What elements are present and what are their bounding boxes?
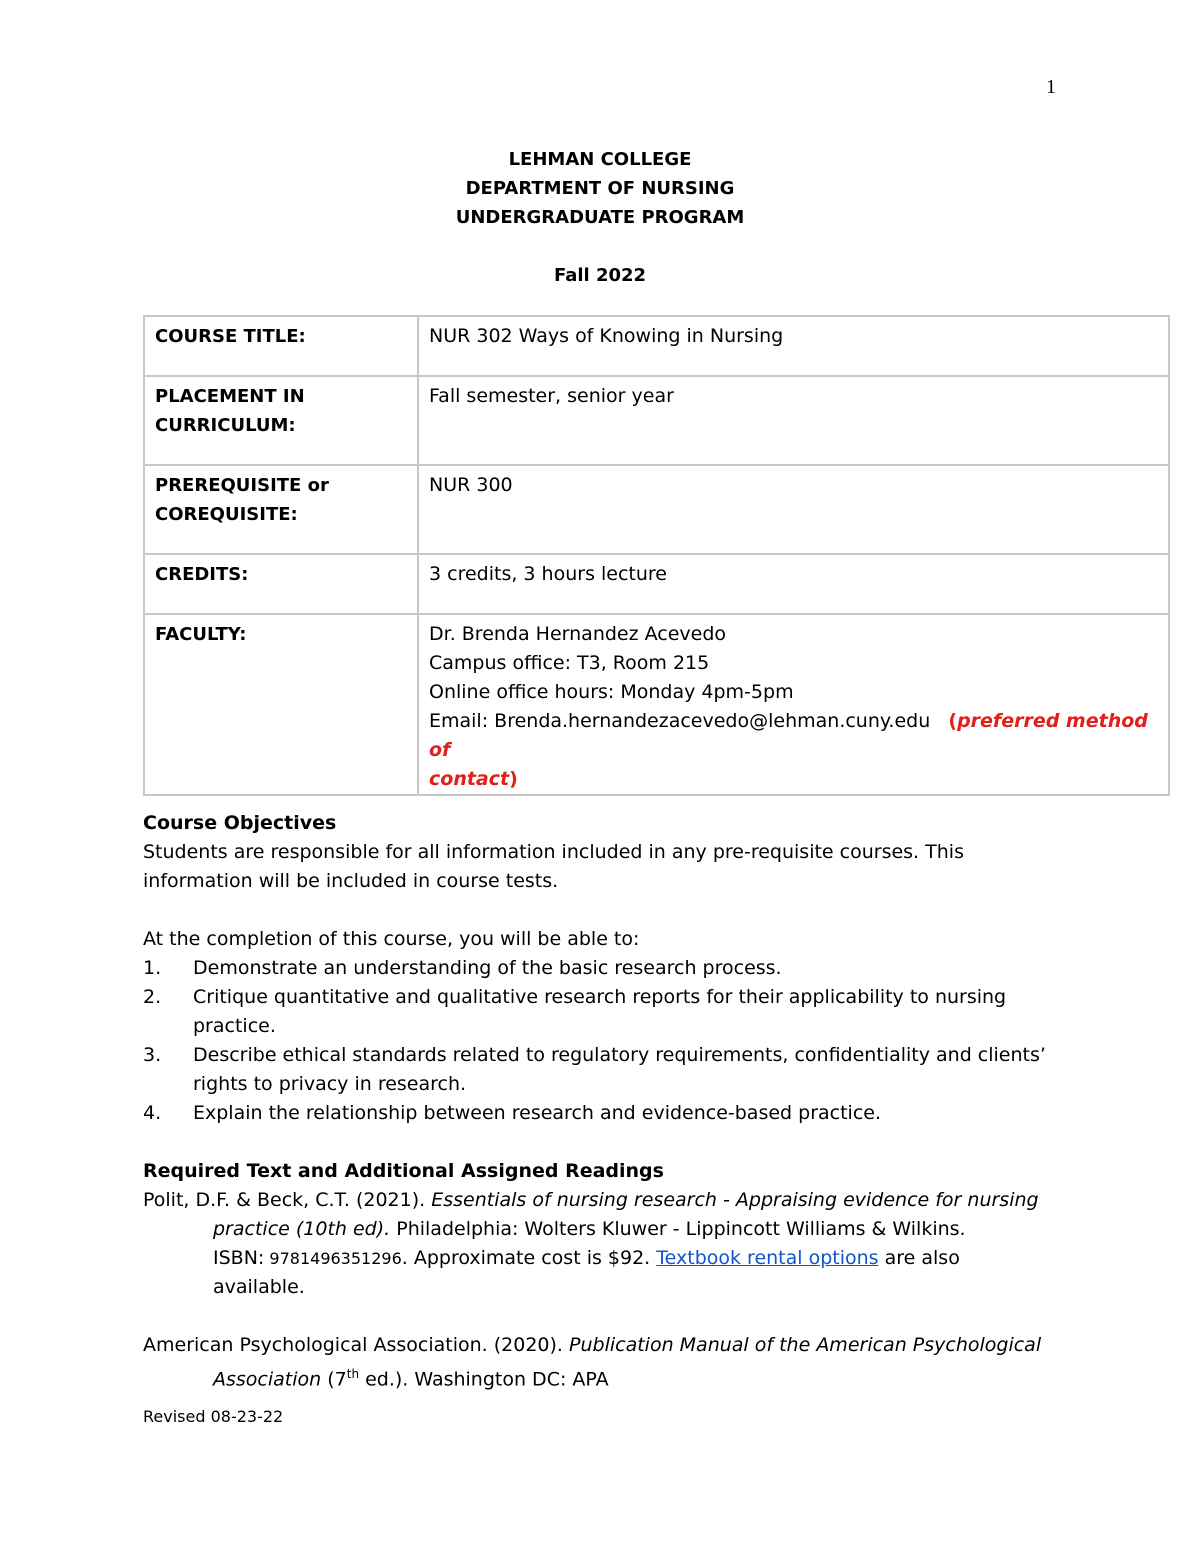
main-content bbox=[143, 809, 1063, 1394]
item-text: Demonstrate an understanding of the basic research process. bbox=[193, 957, 782, 979]
item-number: 2. bbox=[143, 986, 162, 1008]
course-title-label: COURSE TITLE: bbox=[144, 316, 418, 376]
table-row bbox=[144, 316, 1169, 376]
prerequisite-value: NUR 300 bbox=[418, 465, 1169, 554]
objectives-lead: At the completion of this course, you will be able to: bbox=[143, 928, 640, 950]
faculty-details bbox=[418, 614, 1169, 795]
item-text: Explain the relationship between research and evidence-based practice. bbox=[193, 1102, 882, 1124]
reference-apa: American Psychological Association. (2020). Publication Manual of the American Psychological Association (7th ed.). Washington DC: APA bbox=[143, 1334, 1042, 1391]
course-title-value: NUR 302 Ways of Knowing in Nursing bbox=[418, 316, 1169, 376]
prerequisite-label-line1: PREREQUISITE or bbox=[155, 475, 329, 496]
objectives-list bbox=[143, 954, 1063, 1128]
contact-note: preferred method of bbox=[429, 710, 1148, 761]
faculty-office: Campus office: T3, Room 215 bbox=[429, 652, 710, 674]
textbook-rental-link[interactable]: Textbook rental options bbox=[656, 1247, 879, 1269]
readings-title: Required Text and Additional Assigned Readings bbox=[143, 1160, 664, 1182]
department-name: DEPARTMENT OF NURSING bbox=[465, 178, 735, 199]
credits-label: CREDITS: bbox=[144, 554, 418, 614]
placement-label-line2: CURRICULUM: bbox=[155, 415, 296, 436]
placement-label-line1: PLACEMENT IN bbox=[155, 386, 305, 407]
faculty-email-line bbox=[429, 707, 1158, 765]
placement-value: Fall semester, senior year bbox=[418, 376, 1169, 465]
item-number: 4. bbox=[143, 1102, 162, 1124]
faculty-contact-line2 bbox=[429, 765, 1158, 794]
course-info-table bbox=[143, 315, 1170, 796]
faculty-hours: Online office hours: Monday 4pm-5pm bbox=[429, 681, 794, 703]
table-row bbox=[144, 614, 1169, 795]
program-name: UNDERGRADUATE PROGRAM bbox=[455, 207, 745, 228]
list-item bbox=[143, 1041, 1063, 1099]
list-item bbox=[143, 1099, 1063, 1128]
reference-polit-beck: Polit, D.F. & Beck, C.T. (2021). Essentials of nursing research - Appraising evidence for nursing practice (10th ed). Philadelphia: Wolters Kluwer - Lippincott Williams & Wilkins. ISBN: 9781496351296. Approximate cost is $92. Textbook rental options are also available. bbox=[143, 1189, 1039, 1298]
objectives-intro-line1: Students are responsible for all information included in any pre-requisite courses. This bbox=[143, 841, 964, 863]
credits-value: 3 credits, 3 hours lecture bbox=[418, 554, 1169, 614]
table-row bbox=[144, 376, 1169, 465]
item-number: 1. bbox=[143, 957, 162, 979]
revision-footer: Revised 08-23-22 bbox=[143, 1407, 284, 1426]
faculty-name: Dr. Brenda Hernandez Acevedo bbox=[429, 623, 727, 645]
contact-close-paren: ) bbox=[509, 768, 518, 790]
item-number: 3. bbox=[143, 1044, 162, 1066]
table-row bbox=[144, 554, 1169, 614]
contact-open-paren: ( bbox=[948, 710, 958, 732]
placement-label bbox=[144, 376, 418, 465]
list-item bbox=[143, 954, 1063, 983]
objectives-title: Course Objectives bbox=[143, 812, 337, 834]
contact-note-cont: contact bbox=[429, 768, 510, 790]
faculty-label: FACULTY: bbox=[144, 614, 418, 795]
term-label: Fall 2022 bbox=[553, 265, 647, 286]
faculty-email[interactable]: Email: Brenda.hernandezacevedo@lehman.cuny.edu bbox=[429, 710, 931, 732]
isbn-number: 9781496351296 bbox=[264, 1249, 402, 1268]
prerequisite-label bbox=[144, 465, 418, 554]
prerequisite-label-line2: COREQUISITE: bbox=[155, 504, 298, 525]
list-item bbox=[143, 983, 1063, 1041]
page-number: 1 bbox=[1046, 76, 1056, 98]
item-text: Describe ethical standards related to regulatory requirements, confidentiality and clients’ rights to privacy in research. bbox=[193, 1044, 1046, 1095]
document-heading bbox=[0, 145, 1200, 290]
college-name: LEHMAN COLLEGE bbox=[508, 149, 692, 170]
table-row bbox=[144, 465, 1169, 554]
item-text: Critique quantitative and qualitative research reports for their applicability to nursing practice. bbox=[193, 986, 1007, 1037]
objectives-intro-line2: information will be included in course tests. bbox=[143, 870, 559, 892]
